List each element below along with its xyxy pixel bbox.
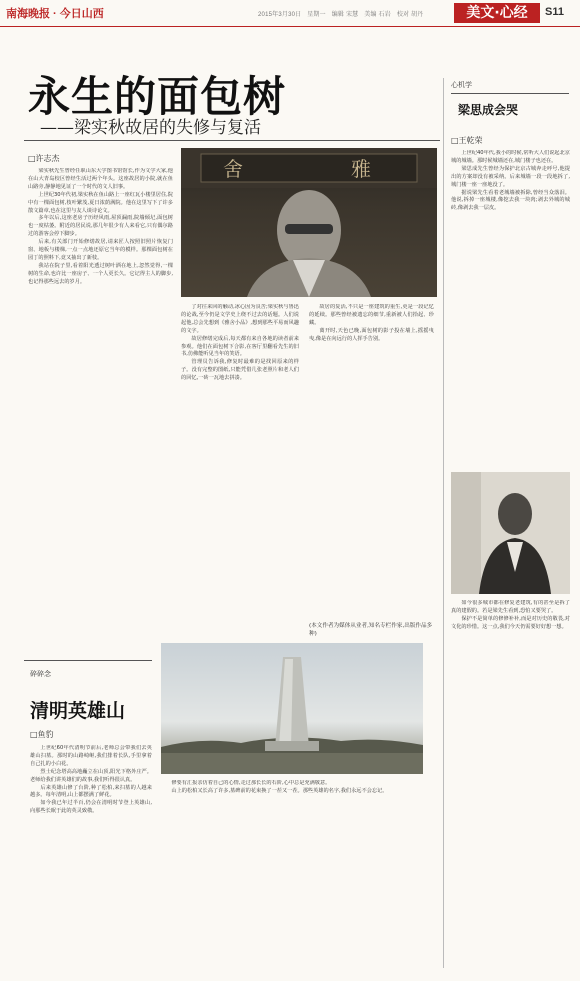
second-paragraph: 后来英雄山修了台阶,种了松柏,来扫墓的人越来越多。每年清明,山上都摆满了鲜花。: [30, 784, 152, 799]
main-headline: 永生的面包树: [28, 72, 287, 121]
issue-proofreader: 校对 胡丹: [396, 12, 424, 18]
issue-designer: 美编 石岩: [364, 12, 391, 18]
main-article-column-1: [28, 168, 173, 648]
monument-photo-graphic: [161, 643, 423, 774]
main-article-column-3: [309, 304, 434, 616]
second-paragraph: 如今我已年过半百,仍会在清明时节登上英雄山,向那些长眠于此的英灵致敬。: [30, 800, 152, 815]
main-article-column-2: [181, 304, 299, 639]
sidebar-rule: [451, 93, 569, 94]
sidebar-divider: [443, 78, 444, 968]
monument-photo: [161, 643, 423, 774]
second-byline: □鱼豹: [30, 730, 54, 739]
section-banner: 美文·心经: [454, 3, 540, 23]
second-paragraph: 上世纪60年代清明节前后,老师总会带我们去英雄山扫墓。那时的山路崎岖,我们排着长队,手里拿着自己扎的小白花。: [30, 745, 152, 767]
issue-editor: 编辑 宋慧: [331, 12, 359, 18]
liang-sicheng-photo: [451, 472, 570, 594]
second-article-column-1: [30, 745, 152, 970]
main-paragraph: 故居修缮完成后,每天都有来自各地的读者前来参观。他们在面包树下合影,在客厅里翻看先生的旧书,仿佛能听见当年的笑语。: [181, 335, 299, 358]
sidebar-byline: □王乾荣: [451, 136, 483, 145]
portrait-caption: 雅: [351, 157, 371, 181]
main-paragraph: 故居的复活,不只是一座建筑的重生,更是一段记忆的延续。那些曾经被遗忘的细节,重新被人们拾起、珍藏。: [309, 304, 434, 326]
second-article-rule: [24, 660, 152, 661]
sidebar-paragraph: 如今很多城市都在修复老建筑,有的甚至是拆了真的建假的。若是梁先生看到,恐怕又要哭了。: [451, 600, 570, 614]
sidebar-column-top: [451, 150, 570, 468]
sidebar-paragraph: 梁思成先生曾经为保护北京古城奔走呼号,他提出的方案却没有被采纳。后来城墙一段一段地拆了,城门楼一座一座地没了。: [451, 165, 570, 188]
main-paragraph: 上世纪30年代初,梁实秋在鱼山路上一座红瓦小楼里居住,院中有一棵面包树,枝叶繁茂,夏日浓荫满院。他在这里写下了许多散文篇章,也在这里与友人谈诗论文。: [28, 191, 173, 214]
sidebar-headline: 梁思成会哭: [458, 103, 519, 117]
page-number: S11: [545, 6, 564, 18]
main-paragraph: 多年以后,这座老房子历经风雨,屋顶漏雨,院墙倾圮,面包树也一度枯萎。附近的居民说,那几年很少有人来看它,只有偶尔路过的游客会停下脚步。: [28, 215, 173, 238]
portrait-photo: [181, 148, 437, 297]
main-paragraph: 了对往来回的触动,冰心因为良苦;梁实秋与鲁迅的论战,至今仍是文学史上绕不过去的话题。人们说起他,总会先想到《雅舍小品》,想到那些平易而风趣的文字。: [181, 304, 299, 334]
issue-weekday: 星期一: [307, 12, 326, 18]
headline-rule: [24, 140, 440, 141]
main-paragraph: 后来,有关部门开始修缮故居,请来匠人按照旧照片恢复门窗、地板与楼梯,一点一点地还原它当年的模样。那棵面包树在园丁的照料下,竟又抽出了新枝。: [28, 239, 173, 261]
second-headline: 清明英雄山: [30, 700, 126, 722]
author-credit: (本文作者为媒体从业者,知名专栏作家,出版作品多种): [309, 623, 433, 637]
second-paragraph: 烈士纪念塔高高地矗立在山顶,阳光下格外庄严。老师给我们讲英雄们的故事,我们听得很认真。: [30, 768, 152, 783]
second-article-column-2: [161, 780, 423, 970]
sidebar-paragraph: 保护不是简单的修修补补,而是对历史的敬畏,对文化的珍惜。这一点,我们今天仍需要好好想一想。: [451, 615, 570, 630]
main-paragraph: 我站在院子里,看着阳光透过树叶洒在地上,忽然觉得,一棵树的生命,也许比一座房子、一个人更长久。它记得主人的脚步,也记得那些远去的岁月。: [28, 262, 173, 285]
liang-sicheng-photo-graphic: [451, 472, 570, 594]
second-paragraph: 山上的松柏又长高了许多,墓碑前的花束换了一茬又一茬。那些英雄的名字,我们永远不会忘记。: [171, 787, 388, 794]
portrait-photo-graphic: [181, 148, 437, 297]
main-paragraph: 离开时,天色已晚,面包树的影子投在墙上,摇摇曳曳,像是在向远行的人挥手告别。: [309, 327, 434, 342]
issue-date: 2015年3月30日: [258, 12, 302, 18]
sidebar-paragraph: 据说梁先生看着老城墙被拆除,曾经当众落泪。他说,拆掉一座城楼,像挖去我一块肉;剥去外城的城砖,像剥去我一层皮。: [451, 189, 570, 212]
main-subheadline: ——梁实秋故居的失修与复活: [40, 118, 261, 138]
portrait-caption: 舍: [223, 157, 243, 181]
second-paragraph: 修要有汇报亲仿着自己的心情,走过那长长的石阶,心中总是充满敬意。: [171, 780, 331, 786]
main-byline: □许志杰: [28, 154, 60, 163]
second-column-label: 碎碎念: [30, 670, 51, 678]
issue-meta: [258, 9, 427, 18]
main-paragraph: 梁实秋先生曾经任职山东大学图书馆馆长,作为文学大家,他在山大青岛校区曾经生活过两个年头。这座故居的小院,就在鱼山路旁,静静地见证了一个时代的文人旧事。: [28, 168, 173, 190]
main-paragraph: 管理员告诉我,修复时最难的是找回原来的样子。没有完整的图纸,只能凭借几张老照片和老人们的回忆,一砖一瓦地去拼凑。: [181, 359, 299, 382]
sidebar-column-label: 心机学: [451, 81, 472, 89]
newspaper-brand: 南海晚报 · 今日山西: [6, 8, 104, 20]
sidebar-paragraph: 上世纪40年代,我小的时候,常听大人们说起北京城的城墙。那时候城墙还在,城门楼子也还在。: [451, 150, 570, 164]
sidebar-column-bottom: [451, 600, 570, 970]
